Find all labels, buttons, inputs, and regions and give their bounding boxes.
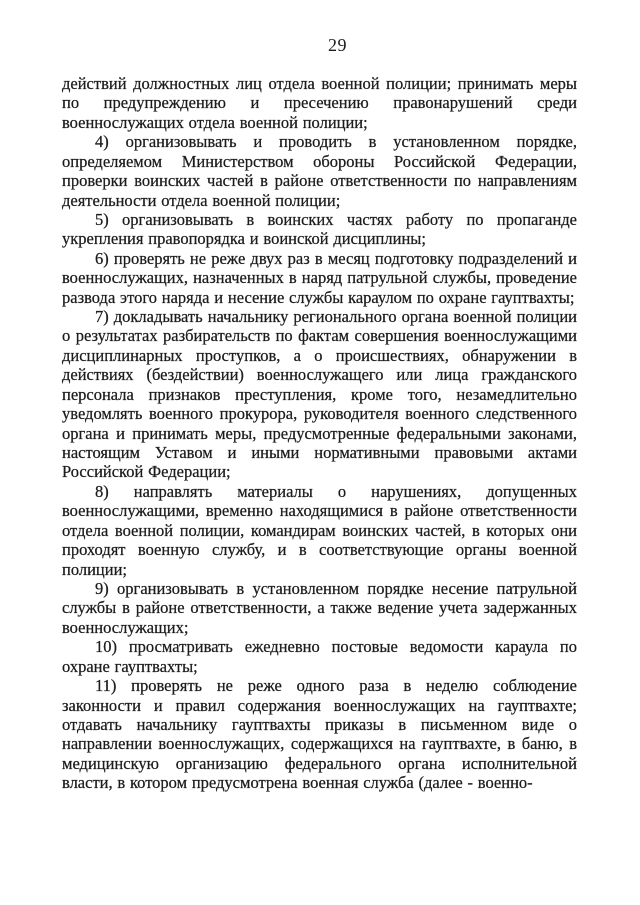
paragraph: 6) проверять не реже двух раз в месяц подготовку подразделений и военнослужащих, назначенных в наряд патрульной службы, проведение развода этого наряда и несение службы караулом по охране гауптвахты; <box>62 248 577 307</box>
paragraph: 11) проверять не реже одного раза в неделю соблюдение законности и правил содержания военнослужащих на гауптвахте; отдавать начальнику гауптвахты приказы в письменном виде о направлении военнослужащих, содержащихся на гауптвахте, в баню, в медицинскую организацию федерального органа исполнительной власти, в котором предусмотрена военная служба (далее - военно- <box>62 676 577 793</box>
document-body <box>62 74 577 793</box>
paragraph: 7) докладывать начальнику регионального органа военной полиции о результатах разбирательств по фактам совершения военнослужащими дисциплинарных проступков, а о происшествиях, обнаружении в действиях (бездействии) военнослужащего или лица гражданского персонала признаков преступления, кроме того, незамедлительно уведомлять военного прокурора, руководителя военного следственного органа и принимать меры, предусмотренные федеральными законами, настоящим Уставом и иными нормативными правовыми актами Российской Федерации; <box>62 307 577 482</box>
paragraph: 10) просматривать ежедневно постовые ведомости караула по охране гауптвахты; <box>62 637 577 676</box>
paragraph: 5) организовывать в воинских частях работу по пропаганде укрепления правопорядка и воинской дисциплины; <box>62 209 577 249</box>
paragraph: действий должностных лиц отдела военной полиции; принимать меры по предупреждению и пресечению правонарушений среди военнослужащих отдела военной полиции; <box>62 74 577 132</box>
paragraph: 4) организовывать и проводить в установленном порядке, определяемом Министерством обороны Российской Федерации, проверки воинских частей в районе ответственности по направлениям деятельности отдела военной полиции; <box>62 132 577 210</box>
page-number: 29 <box>328 35 347 55</box>
paragraph: 9) организовывать в установленном порядке несение патрульной службы в районе ответственности, а также ведение учета задержанных военнослужащих; <box>62 578 577 637</box>
paragraph: 8) направлять материалы о нарушениях, допущенных военнослужащими, временно находящимися в районе ответственности отдела военной полиции, командирам воинских частей, в которых они проходят военную службу, и в соответствующие органы военной полиции; <box>62 481 577 579</box>
